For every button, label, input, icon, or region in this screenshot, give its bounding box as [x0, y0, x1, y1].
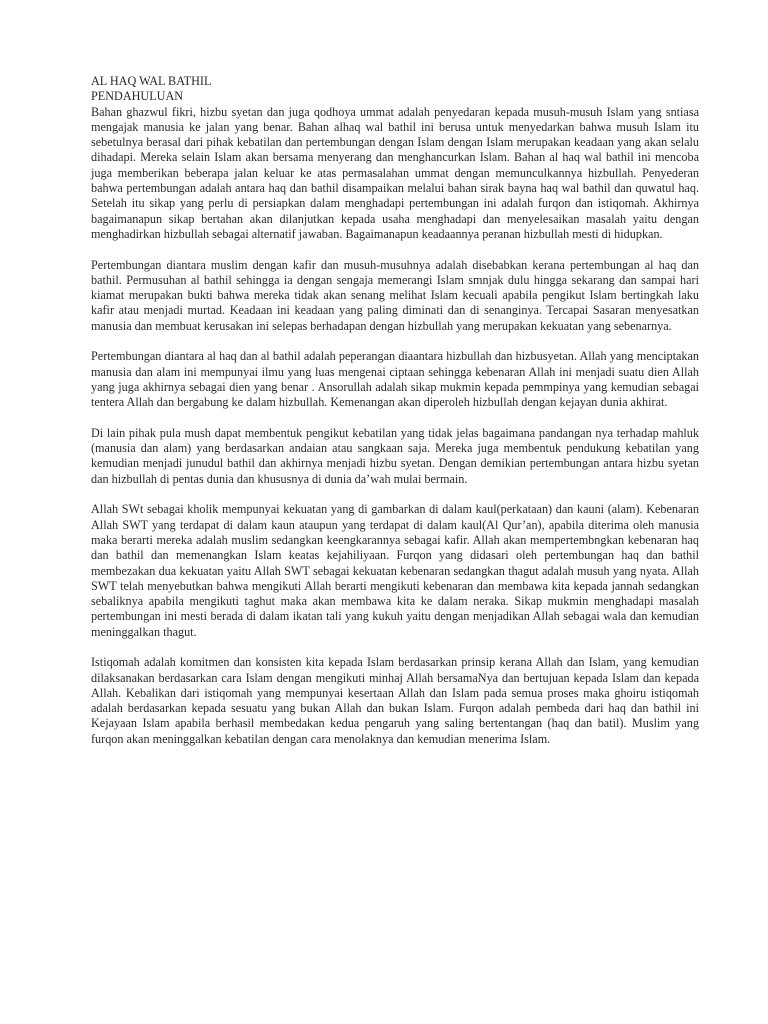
paragraph-5: Allah SWt sebagai kholik mempunyai kekuatan yang di gambarkan di dalam kaul(perkataan) dan kauni (alam). Kebenaran Allah SWT yang terdapat di dalam kaun ataupun yang terdapat di dalam kaul(Al Qur’an), apabila diterima oleh manusia maka berarti mereka adalah muslim sedangkan keengkarannya sebagai kafir. Allah akan mempertembngkan kebenaran haq dan bathil dan memenangkan Islam keatas kejahiliyaan. Furqon yang didasari oleh pertembungan haq dan bathil membezakan dua kekuatan yaitu Allah SWT sebagai kekuatan kebenaran sedangkan thagut adalah musuh yang nyata. Allah SWT telah menyebutkan bahwa mengikuti Allah berarti mengikuti kebenaran dan membawa kita kepada jannah sedangkan sebaliknya apabila mengikuti taghut maka akan membawa kita ke dalam neraka. Sikap mukmin menghadapi masalah pertembungan ini mesti berada di dalam ikatan tali yang kukuh yaitu dengan menjadikan Allah sebagai wala dan kemudian meninggalkan thagut.	[91, 502, 699, 639]
document-title: AL HAQ WAL BATHIL	[91, 74, 212, 88]
paragraph-4: Di lain pihak pula mush dapat membentuk pengikut kebatilan yang tidak jelas bagaimana pandangan nya terhadap mahluk (manusia dan alam) yang berdasarkan andaian atau sangkaan saja. Mereka juga membentuk pendukung kebatilan yang kemudian menjadi junudul bathil dan akhirnya menjadi hizbu syetan. Dengan demikian pertembungan antara hizbu syetan dan hizbullah di pentas dunia dan khususnya di dunia da’wah mulai bermain.	[91, 425, 699, 486]
paragraph-6: Istiqomah adalah komitmen dan konsisten kita kepada Islam berdasarkan prinsip kerana Allah dan Islam, yang kemudian dilaksanakan berdasarkan cara Islam dengan mengikuti minhaj Allah bersamaNya dan bertujuan kepada Islam dan kepada Allah. Kebalikan dari istiqomah yang mempunyai kesertaan Allah dan Islam pada semua proses maka ghoiru istiqomah adalah berdasarkan kepada sesuatu yang bukan Allah dan bukan Islam. Furqon adalah pembeda dari haq dan bathil ini Kejayaan Islam apabila berhasil membedakan kedua pengaruh yang saling bertentangan (haq dan batil). Muslim yang furqon akan meninggalkan kebatilan dengan cara menolaknya dan kemudian menerima Islam.	[91, 655, 699, 746]
section-heading: PENDAHULUAN	[91, 89, 184, 104]
paragraph-1: Bahan ghazwul fikri, hizbu syetan dan juga qodhoya ummat adalah penyedaran kepada musuh-musuh Islam yang sntiasa mengajak manusia ke jalan yang benar. Bahan alhaq wal bathil ini berusa untuk menyedarkan bahwa musuh Islam itu sebetulnya berasal dari pihak kebatilan dan pertembungan dengan Islam dengan Islam merupakan keadaan yang akan selalu dihadapi. Mereka selain Islam akan bersama menyerang dan menghancurkan Islam. Bahan al haq wal bathil ini mencoba juga memberikan beberapa jalan keluar ke atas permasalahan ummat dengan memunculkannya hizbullah. Penyederan bahwa pertembungan adalah antara haq dan bathil disampaikan melalui bahan sirak bayna haq wal bathil dan quwatul haq. Setelah itu sikap yang perlu di persiapkan dalam menghadapi pertembungan ini adalah furqon dan istiqomah. Akhirnya bagaimanapun sikap bertahan akan dilanjutkan kepada usaha menghadapi dan menyelesaikan masalah yaitu dengan menghadirkan hizbullah sebagai alternatif jawaban. Bagaimanapun keadaannya peranan hizbullah mesti di hidupkan.	[91, 104, 699, 241]
paragraph-3: Pertembungan diantara al haq dan al bathil adalah peperangan diaantara hizbullah dan hizbusyetan. Allah yang menciptakan manusia dan alam ini mempunyai ilmu yang luas mengenai ciptaan sehingga kebenaran Allah ini menjadi suatu dien Allah yang juga akhirnya sebagai dien yang benar . Ansorullah adalah sikap mukmin kepada pemmpinya yang kemudian sebagai tentera Allah dan bergabung ke dalam hizbullah. Kemenangan akan diperoleh hizbullah dengan kejayan dunia akhirat.	[91, 349, 699, 410]
paragraph-2: Pertembungan diantara muslim dengan kafir dan musuh-musuhnya adalah disebabkan kerana pertembungan al haq dan bathil. Permusuhan al bathil sehingga ia dengan sengaja memerangi Islam smnjak dulu hingga sekarang dan sampai hari kiamat merupakan bukti bahwa mereka tidak akan senang melihat Islam kecuali apabila pengikut Islam bertingkah laku kafir atau menjadi murtad. Keadaan ini keadaan yang paling diminati dan di senanginya. Tercapai Sasaran menyesatkan manusia dan membuat kerusakan ini selepas berhadapan dengan hizbullah yang merupakan kekuatan yang sebenarnya.	[91, 257, 699, 333]
document-page	[91, 74, 699, 762]
